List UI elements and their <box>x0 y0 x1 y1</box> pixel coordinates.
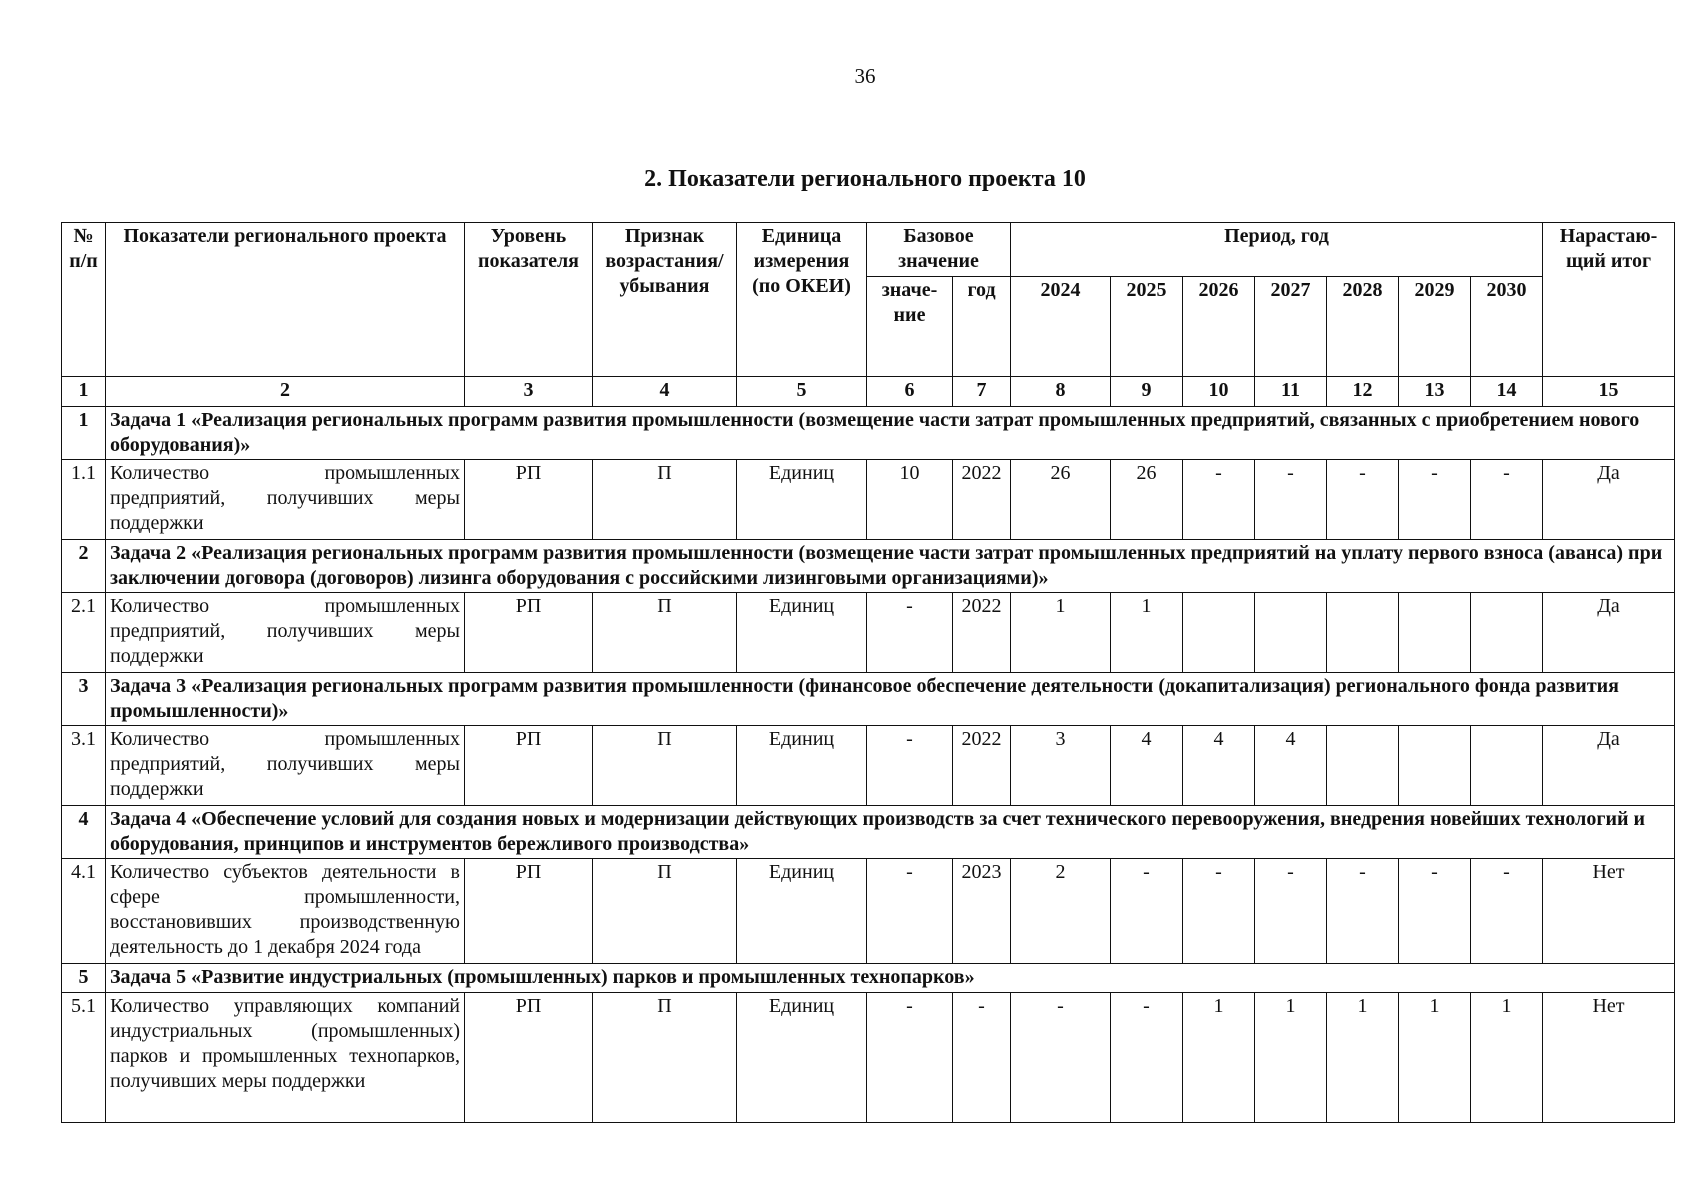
task-row <box>62 806 1675 859</box>
task-title: Задача 5 «Развитие индустриальных (промышленных) парков и промышленных технопарков» <box>106 964 1675 993</box>
indicator-level: РП <box>465 460 593 540</box>
indicator-name: Количество промышленных предприятий, получивших меры поддержки <box>106 460 465 540</box>
header-year: 2025 <box>1111 277 1183 377</box>
column-number: 10 <box>1183 377 1255 407</box>
indicator-unit: Единиц <box>737 460 867 540</box>
indicator-number: 4.1 <box>62 859 106 964</box>
year-value: 1 <box>1471 993 1543 1123</box>
base-value: - <box>867 993 953 1123</box>
indicator-name: Количество управляющих компаний индустриальных (промышленных) парков и промышленных технопарков, получивших меры поддержки <box>106 993 465 1123</box>
indicator-level: РП <box>465 859 593 964</box>
year-value: 26 <box>1011 460 1111 540</box>
column-number: 6 <box>867 377 953 407</box>
base-year: 2023 <box>953 859 1011 964</box>
page-number: 36 <box>854 64 876 88</box>
indicator-unit: Единиц <box>737 726 867 806</box>
task-number: 3 <box>62 673 106 726</box>
column-number: 14 <box>1471 377 1543 407</box>
year-value: - <box>1471 859 1543 964</box>
indicator-row <box>62 726 1675 806</box>
year-value <box>1327 593 1399 673</box>
cumulative-value: Да <box>1543 726 1675 806</box>
indicator-unit: Единиц <box>737 859 867 964</box>
year-value: - <box>1111 993 1183 1123</box>
indicator-sign: П <box>593 593 737 673</box>
indicator-unit: Единиц <box>737 993 867 1123</box>
task-title: Задача 4 «Обеспечение условий для создания новых и модернизации действующих производств за счет технического перевооружения, внедрения новейших технологий и оборудования, принципов и инструментов бережливого производства» <box>106 806 1675 859</box>
indicator-row <box>62 460 1675 540</box>
column-number: 7 <box>953 377 1011 407</box>
year-value: 1 <box>1111 593 1183 673</box>
document-title: 2. Показатели регионального проекта 10 <box>644 166 1086 192</box>
column-number: 8 <box>1011 377 1111 407</box>
header-year: 2024 <box>1011 277 1111 377</box>
cumulative-value: Да <box>1543 593 1675 673</box>
header-year: 2027 <box>1255 277 1327 377</box>
cumulative-value: Да <box>1543 460 1675 540</box>
year-value <box>1327 726 1399 806</box>
task-row <box>62 673 1675 726</box>
year-value: 26 <box>1111 460 1183 540</box>
task-number: 4 <box>62 806 106 859</box>
indicator-name: Количество промышленных предприятий, получивших меры поддержки <box>106 593 465 673</box>
task-title: Задача 2 «Реализация региональных программ развития промышленности (возмещение части затрат промышленных предприятий на уплату первого взноса (аванса) при заключении договора (договоров) лизинга оборудования с российскими лизинговыми организациями)» <box>106 540 1675 593</box>
year-value: - <box>1255 859 1327 964</box>
year-value: - <box>1399 460 1471 540</box>
year-value <box>1399 593 1471 673</box>
header-row-top <box>62 223 1675 277</box>
header-num: № п/п <box>62 223 106 377</box>
indicator-number: 5.1 <box>62 993 106 1123</box>
header-base: Базовое значение <box>867 223 1011 277</box>
header-base-year: год <box>953 277 1011 377</box>
task-title: Задача 1 «Реализация региональных программ развития промышленности (возмещение части затрат промышленных предприятий, связанных с приобретением нового оборудования)» <box>106 407 1675 460</box>
task-number: 5 <box>62 964 106 993</box>
header-sign: Признак возрастания/ убывания <box>593 223 737 377</box>
column-number-row <box>62 377 1675 407</box>
base-year: 2022 <box>953 593 1011 673</box>
year-value: - <box>1471 460 1543 540</box>
indicator-row <box>62 859 1675 964</box>
year-value: 1 <box>1011 593 1111 673</box>
year-value: - <box>1399 859 1471 964</box>
year-value: - <box>1327 859 1399 964</box>
year-value: - <box>1011 993 1111 1123</box>
indicator-sign: П <box>593 859 737 964</box>
header-year: 2029 <box>1399 277 1471 377</box>
base-value: 10 <box>867 460 953 540</box>
header-unit: Единица измерения (по ОКЕИ) <box>737 223 867 377</box>
year-value <box>1183 593 1255 673</box>
header-indicator: Показатели регионального проекта <box>106 223 465 377</box>
column-number: 9 <box>1111 377 1183 407</box>
year-value <box>1471 726 1543 806</box>
task-row <box>62 964 1675 993</box>
indicator-level: РП <box>465 993 593 1123</box>
base-year: 2022 <box>953 726 1011 806</box>
column-number: 2 <box>106 377 465 407</box>
task-number: 1 <box>62 407 106 460</box>
year-value: - <box>1111 859 1183 964</box>
indicator-name: Количество промышленных предприятий, получивших меры поддержки <box>106 726 465 806</box>
year-value <box>1399 726 1471 806</box>
indicator-name: Количество субъектов деятельности в сфере промышленности, восстановивших производственную деятельность до 1 декабря 2024 года <box>106 859 465 964</box>
year-value: 1 <box>1183 993 1255 1123</box>
year-value: 1 <box>1327 993 1399 1123</box>
header-base-value: значе-ние <box>867 277 953 377</box>
base-value: - <box>867 726 953 806</box>
indicator-sign: П <box>593 460 737 540</box>
column-number: 3 <box>465 377 593 407</box>
header-year: 2026 <box>1183 277 1255 377</box>
year-value: 1 <box>1399 993 1471 1123</box>
base-value: - <box>867 593 953 673</box>
year-value <box>1255 593 1327 673</box>
indicator-number: 2.1 <box>62 593 106 673</box>
task-row <box>62 540 1675 593</box>
indicator-level: РП <box>465 593 593 673</box>
year-value: 4 <box>1255 726 1327 806</box>
year-value: 4 <box>1111 726 1183 806</box>
column-number: 4 <box>593 377 737 407</box>
column-number: 11 <box>1255 377 1327 407</box>
indicator-row <box>62 593 1675 673</box>
year-value <box>1471 593 1543 673</box>
base-year: 2022 <box>953 460 1011 540</box>
base-year: - <box>953 993 1011 1123</box>
column-number: 12 <box>1327 377 1399 407</box>
cumulative-value: Нет <box>1543 859 1675 964</box>
indicator-number: 1.1 <box>62 460 106 540</box>
header-year: 2028 <box>1327 277 1399 377</box>
column-number: 13 <box>1399 377 1471 407</box>
column-number: 5 <box>737 377 867 407</box>
indicator-unit: Единиц <box>737 593 867 673</box>
year-value: 3 <box>1011 726 1111 806</box>
task-row <box>62 407 1675 460</box>
header-cumulative: Нарастаю-щий итог <box>1543 223 1675 377</box>
indicator-level: РП <box>465 726 593 806</box>
header-level: Уровень показателя <box>465 223 593 377</box>
indicator-number: 3.1 <box>62 726 106 806</box>
task-title: Задача 3 «Реализация региональных программ развития промышленности (финансовое обеспечение деятельности (докапитализация) регионального фонда развития промышленности)» <box>106 673 1675 726</box>
indicator-sign: П <box>593 726 737 806</box>
column-number: 15 <box>1543 377 1675 407</box>
header-year: 2030 <box>1471 277 1543 377</box>
year-value: - <box>1183 859 1255 964</box>
header-period: Период, год <box>1011 223 1543 277</box>
task-number: 2 <box>62 540 106 593</box>
year-value: 4 <box>1183 726 1255 806</box>
year-value: - <box>1255 460 1327 540</box>
base-value: - <box>867 859 953 964</box>
indicators-table <box>61 222 1675 1123</box>
year-value: - <box>1327 460 1399 540</box>
cumulative-value: Нет <box>1543 993 1675 1123</box>
indicator-sign: П <box>593 993 737 1123</box>
column-number: 1 <box>62 377 106 407</box>
year-value: - <box>1183 460 1255 540</box>
year-value: 1 <box>1255 993 1327 1123</box>
year-value: 2 <box>1011 859 1111 964</box>
indicator-row <box>62 993 1675 1123</box>
